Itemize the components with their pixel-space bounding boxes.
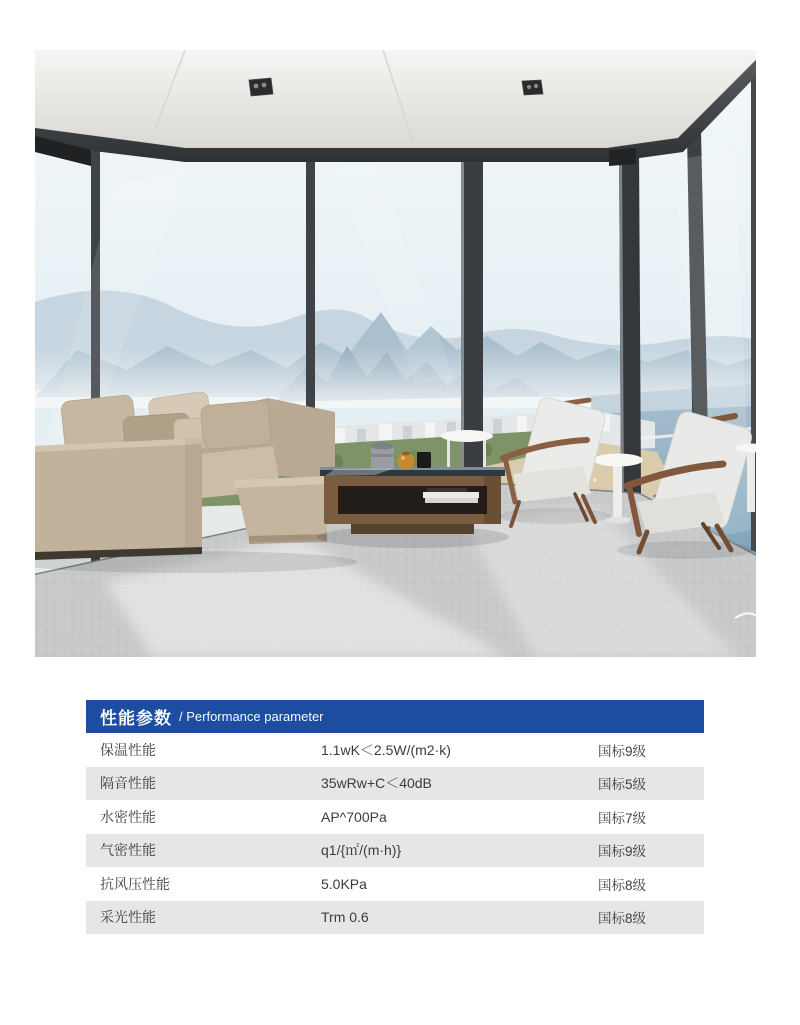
hero-photo bbox=[35, 50, 756, 657]
param-grade: 国标5级 bbox=[598, 777, 647, 793]
param-label: 保温性能 bbox=[100, 741, 156, 758]
param-grade: 国标9级 bbox=[598, 844, 647, 860]
param-label: 抗风压性能 bbox=[100, 875, 170, 892]
param-label: 水密性能 bbox=[100, 808, 156, 825]
param-value: Trm 0.6 bbox=[321, 909, 369, 926]
param-value: q1/{㎡/(m·h)} bbox=[321, 842, 402, 859]
param-label: 气密性能 bbox=[100, 842, 156, 859]
table-vase bbox=[371, 443, 394, 469]
param-grade: 国标7级 bbox=[598, 810, 647, 826]
param-value: 5.0KPa bbox=[321, 875, 367, 892]
param-value: 1.1wK＜2.5W/(m2·k) bbox=[321, 741, 451, 758]
param-value: AP^700Pa bbox=[321, 808, 387, 825]
table-row bbox=[86, 867, 704, 901]
table-row bbox=[86, 901, 704, 935]
param-grade: 国标9级 bbox=[598, 743, 647, 759]
black-box bbox=[417, 452, 431, 468]
table-row bbox=[86, 800, 704, 834]
param-grade: 国标8级 bbox=[598, 911, 647, 927]
ceiling-vent-right bbox=[522, 80, 543, 95]
section-title-en: / Performance parameter bbox=[179, 709, 324, 724]
table-row bbox=[86, 767, 704, 801]
section-title-zh: 性能参数 bbox=[100, 709, 172, 728]
param-grade: 国标8级 bbox=[598, 877, 647, 893]
ceiling-vent-left bbox=[249, 78, 273, 96]
param-value: 35wRw+C＜40dB bbox=[321, 775, 432, 792]
param-label: 隔音性能 bbox=[100, 775, 156, 792]
performance-parameter-section bbox=[86, 700, 704, 934]
ceiling bbox=[35, 50, 756, 148]
living-room-scene bbox=[35, 50, 756, 657]
performance-parameter-header bbox=[86, 700, 704, 733]
param-label: 采光性能 bbox=[100, 909, 156, 926]
table-row bbox=[86, 733, 704, 767]
table-row bbox=[86, 834, 704, 868]
